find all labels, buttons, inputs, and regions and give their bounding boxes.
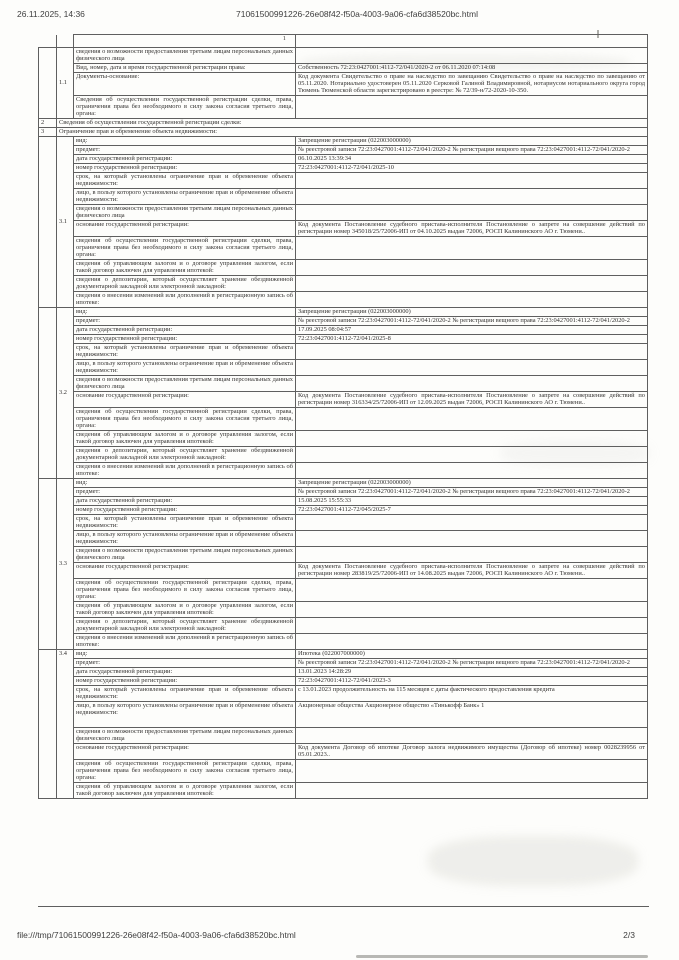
row-value-cell [296,344,648,360]
table-row [39,531,648,547]
row-label-cell: сведения об управляющем залогом и о договоре управления залогом, если такой договор заключен для управления ипотекой: [74,431,296,447]
file-url: file:///tmp/71061500991226-26e08f42-f50a-4003-9a06-cfa6d38520bc.html [17,930,296,940]
row-label-cell: предмет: [74,146,296,155]
table-row [39,547,648,563]
table-row [39,376,648,392]
row-label-cell: вид: [74,479,296,488]
row-value-cell [296,783,648,799]
table-row [39,221,648,237]
row-label-cell: номер государственной регистрации: [74,677,296,686]
row-number-cell [39,650,57,799]
table-row [39,64,648,73]
row-number-cell [39,137,57,308]
row-value-cell [296,292,648,308]
row-value-cell: Код документа Постановление судебного пристава-исполнителя Постановление о запрете на совершение действий по регистрации номер 283819/25/72006-ИП от 14.08.2025 выдан 72006, РОСП Калининского АО г. Тюмени.. [296,563,648,579]
row-label-cell: сведения о внесении изменений или дополнений в регистрационную запись об ипотеке: [74,634,296,650]
row-value-cell: 06.10.2025 13:39:34 [296,155,648,164]
table-row [39,659,648,668]
row-label-cell: сведения об управляющем залогом и о договоре управления залогом, если такой договор заключен для управления ипотекой: [74,602,296,618]
table-row [39,237,648,260]
table-row [39,292,648,308]
row-number-cell [39,308,57,479]
row-number-cell [39,35,57,48]
table-row [39,189,648,205]
row-label-cell: сведения о возможности предоставления третьим лицам персональных данных физического лица [74,376,296,392]
row-value-cell [296,260,648,276]
continuation-marker: 1 [282,35,286,42]
table-row [39,137,648,146]
row-value-cell [296,602,648,618]
table-row [39,35,648,48]
row-label-cell: дата государственной регистрации: [74,155,296,164]
row-value-cell: № реестровой записи 72:23:0427001:4112-72/041/2020-2 № регистрации вещного права 72:23:0427001:4112-72/041/2020-2 [296,659,648,668]
table-row [39,392,648,408]
row-label-cell: основание государственной регистрации: [74,392,296,408]
table-row [39,686,648,702]
row-value-cell: Код документа Постановление судебного пристава-исполнителя Постановление о запрете на совершение действий по регистрации номер 345018/25/72006-ИП от 04.10.2025 выдан 72006, РОСП Калининского АО г. Тюмени.. [296,221,648,237]
row-value-cell: Собственность 72:23:0427001:4112-72/041/2020-2 от 06.11.2020 07:14:08 [296,64,648,73]
row-value-cell [296,447,648,463]
print-filename: 71061500991226-26e08f42-f50a-4003-9a06-cfa6d38520bc.html [236,9,478,19]
row-value-cell [296,463,648,479]
row-label-cell: сведения о депозитарии, который осуществляет хранение обездвиженной документарной закладной или электронной закладной: [74,618,296,634]
row-label-cell: срок, на который установлены ограничение прав и обременение объекта недвижимости: [74,344,296,360]
row-number-cell [39,48,57,119]
table-row [39,408,648,431]
row-number-cell [39,479,57,650]
row-value-cell [296,360,648,376]
row-value-cell [296,634,648,650]
table-row [39,326,648,335]
table-row [39,783,648,799]
row-value-cell [296,531,648,547]
row-label-cell: сведения об управляющем залогом и о договоре управления залогом, если такой договор заключен для управления ипотекой: [74,260,296,276]
row-label-cell: сведения о возможности предоставления третьим лицам персональных данных физического лица [74,48,296,64]
table-row [39,335,648,344]
row-value-cell [296,35,648,48]
row-value-cell [296,189,648,205]
page-number: 2/3 [623,930,635,940]
row-label-cell: дата государственной регистрации: [74,668,296,677]
row-subnumber-cell: 3.2 [57,308,74,479]
egrn-table-wrapper [38,34,649,907]
row-label-cell: сведения о депозитарии, который осуществляет хранение обездвиженной документарной закладной или электронной закладной: [74,447,296,463]
row-label-cell: номер государственной регистрации: [74,164,296,173]
row-label-cell: Документы-основание: [74,73,296,96]
section-number-cell: 2 [39,119,57,128]
row-label-cell: сведения об осуществлении государственной регистрации сделки, права, ограничения права без необходимого в силу закона согласия третьего лица, органа: [74,408,296,431]
scan-artifact-line [356,955,648,958]
table-row [39,602,648,618]
table-row [39,173,648,189]
row-label-cell: номер государственной регистрации: [74,506,296,515]
print-datetime: 26.11.2025, 14:36 [17,9,85,19]
table-row [39,308,648,317]
row-label-cell: основание государственной регистрации: [74,563,296,579]
row-label-cell: сведения о возможности предоставления третьим лицам персональных данных физического лица [74,728,296,744]
row-label-cell: сведения об управляющем залогом и о договоре управления залогом, если такой договор заключен для управления ипотекой: [74,783,296,799]
table-row [39,73,648,96]
table-row [39,744,648,760]
table-row [39,479,648,488]
row-value-cell: 72:23:0427001:4112-72/045/2025-7 [296,506,648,515]
row-label-cell: вид: [74,650,296,659]
row-value-cell: 15.08.2025 15:55:33 [296,497,648,506]
row-label-cell: сведения о возможности предоставления третьим лицам персональных данных физического лица [74,547,296,563]
table-row [39,317,648,326]
row-value-cell: 17.09.2025 08:04:57 [296,326,648,335]
row-subnumber-cell: 3.4 [57,650,74,799]
table-row [39,618,648,634]
row-value-cell: № реестровой записи 72:23:0427001:4112-72/041/2020-2 № регистрации вещного права 72:23:0427001:4112-72/041/2020-2 [296,317,648,326]
table-row [39,276,648,292]
table-row [39,728,648,744]
row-label-cell: основание государственной регистрации: [74,221,296,237]
table-row [39,360,648,376]
row-label-cell: сведения о внесении изменений или дополнений в регистрационную запись об ипотеке: [74,292,296,308]
table-row [39,260,648,276]
table-row [39,344,648,360]
row-label-cell: вид: [74,137,296,146]
table-row [39,155,648,164]
section-title-cell: Ограничение прав и обременение объекта недвижимости: [57,128,648,137]
row-value-cell: Запрещение регистрации (022003000000) [296,479,648,488]
print-header [0,9,679,23]
row-value-cell [296,205,648,221]
row-label-cell: Сведения об осуществлении государственной регистрации сделки, права, ограничения права без необходимого в силу закона согласия третьего лица, органа: [74,96,296,119]
row-value-cell: Запрещение регистрации (022003000000) [296,308,648,317]
table-row [39,119,648,128]
row-value-cell: № реестровой записи 72:23:0427001:4112-72/041/2020-2 № регистрации вещного права 72:23:0427001:4112-72/041/2020-2 [296,488,648,497]
row-label-cell: сведения об осуществлении государственной регистрации сделки, права, ограничения права без необходимого в силу закона согласия третьего лица, органа: [74,579,296,602]
row-value-cell [296,173,648,189]
row-value-cell: 72:23:0427001:4112-72/041/2023-3 [296,677,648,686]
row-label-cell: Вид, номер, дата и время государственной регистрации права: [74,64,296,73]
table-row [39,96,648,119]
row-label-cell: сведения об осуществлении государственной регистрации сделки, права, ограничения права без необходимого в силу закона согласия третьего лица, органа: [74,237,296,260]
row-value-cell [296,515,648,531]
table-row [39,506,648,515]
table-row [39,634,648,650]
row-value-cell: Акционерные общества Акционерное общество «Тинькофф Банк» 1 [296,702,648,728]
row-label-cell: дата государственной регистрации: [74,497,296,506]
table-row [39,760,648,783]
row-subnumber-cell: 3.1 [57,137,74,308]
row-value-cell [296,376,648,392]
row-label-cell: предмет: [74,317,296,326]
row-label-cell: дата государственной регистрации: [74,326,296,335]
row-subnumber-cell: 1.1 [57,48,74,119]
row-label-cell: лицо, в пользу которого установлены ограничение прав и обременение объекта недвижимости: [74,702,296,728]
row-value-cell [296,237,648,260]
row-value-cell [296,431,648,447]
row-value-cell: 13.01.2023 14:28:29 [296,668,648,677]
row-label-cell: сведения о депозитарии, который осуществляет хранение обездвиженной документарной закладной или электронной закладной: [74,276,296,292]
table-row [39,702,648,728]
row-label-cell: сведения о возможности предоставления третьим лицам персональных данных физического лица [74,205,296,221]
row-subnumber-cell: 3.3 [57,479,74,650]
row-value-cell [296,96,648,119]
table-row [39,164,648,173]
row-label-cell: предмет: [74,488,296,497]
row-value-cell [296,408,648,431]
row-value-cell [296,276,648,292]
row-label-cell: лицо, в пользу которого установлены ограничение прав и обременение объекта недвижимости: [74,189,296,205]
table-row [39,48,648,64]
row-value-cell: с 13.01.2023 продолжительность на 115 месяцев с даты фактического предоставления кредита [296,686,648,702]
row-value-cell: Код документа Свидетельство о праве на наследство по завещанию Свидетельство о праве на наследство по завещанию от 05.11.2020. Нотариально удостоверен 05.11.2020 Серковой Галиной Владимировной, нотариусом нотариального округа город Тюмень Тюменской области зарегистрировано в реестре: № 72/39-н/72-2020-10-350. [296,73,648,96]
section-number-cell: 3 [39,128,57,137]
row-value-cell: Код документа Договор об ипотеке Договор залога недвижимого имущества (Договор об ипотеке) номер 0028239956 от 05.01.2023.. [296,744,648,760]
table-row [39,431,648,447]
row-label-cell: сведения об осуществлении государственной регистрации сделки, права, ограничения права без необходимого в силу закона согласия третьего лица, органа: [74,760,296,783]
table-row [39,488,648,497]
table-row [39,515,648,531]
table-row [39,447,648,463]
row-value-cell [296,48,648,64]
row-label-cell [74,35,296,48]
row-label-cell: срок, на который установлены ограничение прав и обременение объекта недвижимости: [74,515,296,531]
table-row [39,563,648,579]
table-row [39,677,648,686]
row-label-cell: основание государственной регистрации: [74,744,296,760]
property-registration-table [38,34,648,799]
row-value-cell: 72:23:0427001:4112-72/041/2025-10 [296,164,648,173]
table-row [39,128,648,137]
table-row [39,579,648,602]
table-row [39,463,648,479]
row-label-cell: вид: [74,308,296,317]
table-row [39,668,648,677]
print-footer [0,930,679,944]
table-row [39,497,648,506]
row-label-cell: номер государственной регистрации: [74,335,296,344]
row-label-cell: сведения о внесении изменений или дополнений в регистрационную запись об ипотеке: [74,463,296,479]
row-value-cell: Код документа Постановление судебного пристава-исполнителя Постановление о запрете на совершение действий по регистрации номер 316334/25/72006-ИП от 12.09.2025 выдан 72006, РОСП Калининского АО г. Тюмени.. [296,392,648,408]
row-value-cell [296,618,648,634]
row-value-cell: № реестровой записи 72:23:0427001:4112-72/041/2020-2 № регистрации вещного права 72:23:0427001:4112-72/041/2020-2 [296,146,648,155]
table-row [39,205,648,221]
row-value-cell: 72:23:0427001:4112-72/041/2025-8 [296,335,648,344]
section-title-cell: Сведения об осуществлении государственной регистрации сделки: [57,119,648,128]
table-row [39,146,648,155]
row-value-cell [296,547,648,563]
row-label-cell: предмет: [74,659,296,668]
row-label-cell: срок, на который установлены ограничение прав и обременение объекта недвижимости: [74,686,296,702]
row-value-cell [296,579,648,602]
row-value-cell [296,728,648,744]
row-value-cell: Запрещение регистрации (022003000000) [296,137,648,146]
table-row [39,650,648,659]
row-subnumber-cell [57,35,74,48]
row-label-cell: лицо, в пользу которого установлены ограничение прав и обременение объекта недвижимости: [74,531,296,547]
row-label-cell: лицо, в пользу которого установлены ограничение прав и обременение объекта недвижимости: [74,360,296,376]
row-value-cell [296,760,648,783]
row-value-cell: Ипотека (022007000000) [296,650,648,659]
row-label-cell: срок, на который установлены ограничение прав и обременение объекта недвижимости: [74,173,296,189]
